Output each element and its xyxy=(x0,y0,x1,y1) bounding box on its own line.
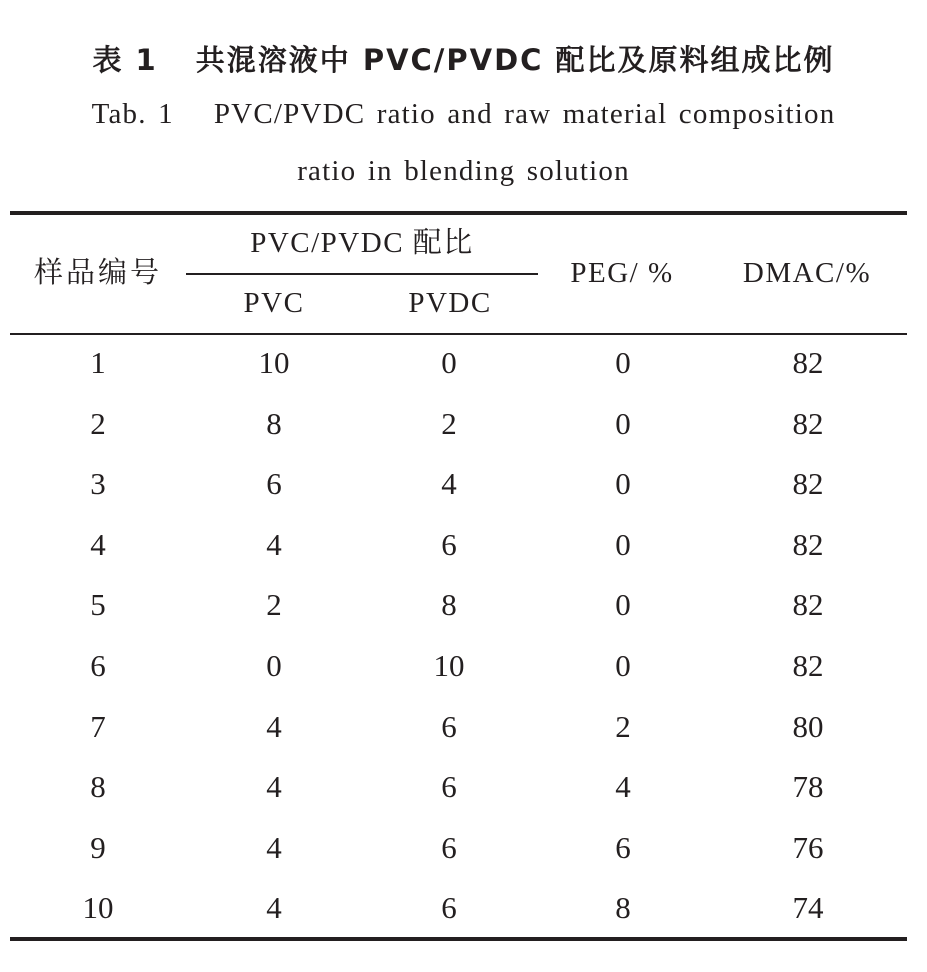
cell-sample-no: 7 xyxy=(90,708,106,744)
table-top-rule xyxy=(10,211,907,215)
table-header-rule xyxy=(10,333,907,335)
cell-dmac: 82 xyxy=(792,405,824,441)
header-pvdc: PVDC xyxy=(408,287,492,319)
cell-peg: 0 xyxy=(615,526,631,562)
cell-pvc: 4 xyxy=(266,829,282,865)
cell-pvdc: 6 xyxy=(441,769,457,805)
cell-peg: 4 xyxy=(615,769,631,805)
cell-sample-no: 4 xyxy=(90,526,106,562)
cell-pvc: 8 xyxy=(266,405,282,441)
cell-peg: 0 xyxy=(615,405,631,441)
cell-peg: 6 xyxy=(615,829,631,865)
cell-pvc: 0 xyxy=(266,648,282,683)
cell-peg: 2 xyxy=(615,708,631,744)
cell-pvdc: 0 xyxy=(441,345,457,380)
header-dmac: DMAC/% xyxy=(742,257,872,289)
cell-dmac: 82 xyxy=(792,587,824,623)
table-caption-en-line1 xyxy=(0,98,927,131)
header-peg: PEG/ % xyxy=(570,257,674,289)
cell-pvc: 4 xyxy=(266,890,282,926)
caption-cn-number: 表 1 xyxy=(92,43,158,77)
cell-dmac: 76 xyxy=(792,829,824,865)
cell-pvc: 4 xyxy=(266,708,282,744)
caption-cn-title: 共混溶液中 PVC/PVDC 配比及原料组成比例 xyxy=(195,43,835,77)
cell-dmac: 82 xyxy=(792,466,824,502)
cell-pvc: 2 xyxy=(266,587,282,623)
cell-sample-no: 3 xyxy=(90,466,106,502)
cell-peg: 0 xyxy=(615,587,631,623)
ratio-group-rule xyxy=(186,273,538,275)
cell-pvc: 4 xyxy=(266,769,282,805)
table-bottom-rule xyxy=(10,937,907,941)
cell-sample-no: 9 xyxy=(90,829,106,865)
cell-dmac: 80 xyxy=(792,708,824,744)
cell-pvdc: 4 xyxy=(441,466,457,502)
cell-pvdc: 6 xyxy=(441,708,457,744)
header-sample-no: 样品编号 xyxy=(33,255,163,289)
cell-pvdc: 6 xyxy=(441,526,457,562)
cell-peg: 0 xyxy=(615,466,631,502)
cell-sample-no: 5 xyxy=(90,587,106,623)
cell-sample-no: 2 xyxy=(90,405,106,441)
table-caption-en-line2: ratio in blending solution xyxy=(297,155,630,187)
caption-en-title-line1: PVC/PVDC ratio and raw material composition xyxy=(213,98,836,130)
cell-pvdc: 2 xyxy=(441,405,457,441)
cell-sample-no: 10 xyxy=(82,890,114,926)
cell-dmac: 82 xyxy=(792,526,824,562)
cell-sample-no: 6 xyxy=(90,648,106,683)
cell-pvdc: 6 xyxy=(441,829,457,865)
cell-pvc: 10 xyxy=(258,345,290,380)
header-pvc: PVC xyxy=(243,287,305,319)
table-caption-cn xyxy=(0,38,927,79)
cell-dmac: 82 xyxy=(792,648,824,683)
cell-peg: 8 xyxy=(615,890,631,926)
cell-dmac: 82 xyxy=(792,345,824,380)
caption-en-number: Tab. 1 xyxy=(91,98,174,130)
cell-pvc: 6 xyxy=(266,466,282,502)
cell-dmac: 78 xyxy=(792,769,824,805)
cell-pvdc: 8 xyxy=(441,587,457,623)
cell-peg: 0 xyxy=(615,648,631,683)
cell-pvc: 4 xyxy=(266,526,282,562)
header-ratio-group: PVC/PVDC 配比 xyxy=(250,227,474,259)
cell-sample-no: 8 xyxy=(90,769,106,805)
cell-pvdc: 10 xyxy=(433,648,465,683)
cell-dmac: 74 xyxy=(792,890,824,926)
cell-peg: 0 xyxy=(615,345,631,380)
cell-sample-no: 1 xyxy=(90,345,106,380)
cell-pvdc: 6 xyxy=(441,890,457,926)
